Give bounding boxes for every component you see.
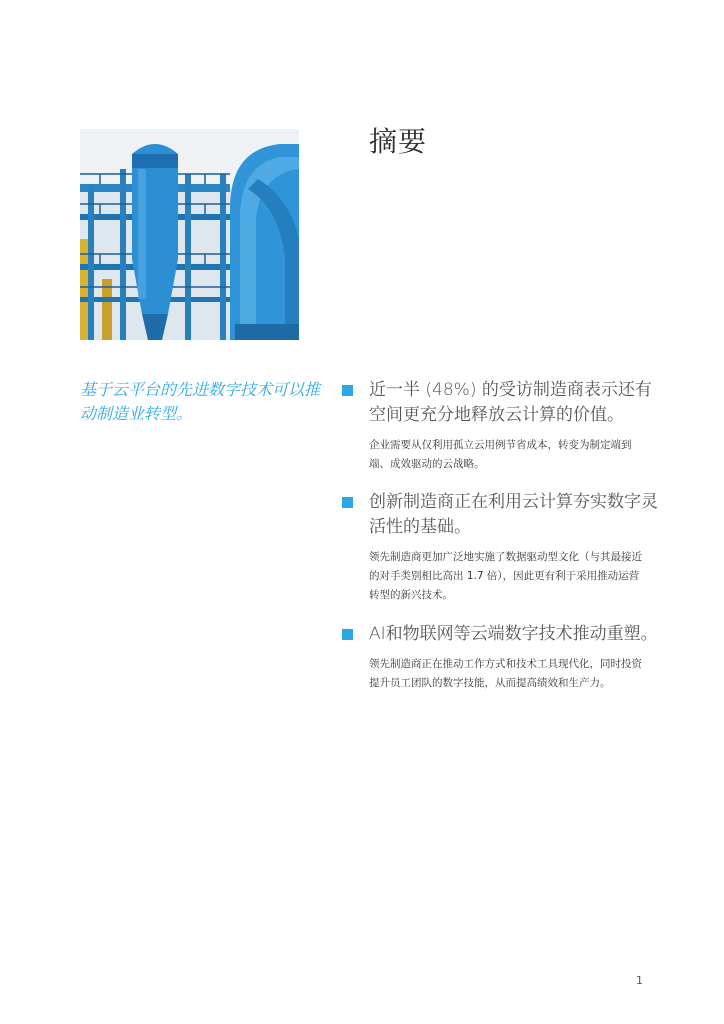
- summary-item-heading: 创新制造商正在利用云计算夯实数字灵活性的基础。: [369, 492, 658, 537]
- square-bullet-icon: [342, 629, 353, 640]
- page-title: 摘要: [369, 125, 428, 158]
- summary-item: [342, 490, 662, 605]
- square-bullet-icon: [342, 497, 353, 508]
- summary-item-heading: 近一半 (48%) 的受访制造商表示还有空间更充分地释放云计算的价值。: [369, 380, 652, 425]
- summary-item-heading: AI和物联网等云端数字技术推动重塑。: [369, 624, 658, 644]
- hero-image-industrial-plant: [80, 129, 299, 340]
- summary-item-body: 企业需要从仅利用孤立云用例节省成本，转变为制定端到端、成效驱动的云战略。: [369, 439, 632, 470]
- page-number: 1: [636, 974, 643, 987]
- square-bullet-icon: [342, 385, 353, 396]
- summary-item-body: 领先制造商更加广泛地实施了数据驱动型文化（与其最接近的对手类别相比高出 1.7 倍），因此更有利于采用推动运营转型的新兴技术。: [369, 551, 642, 601]
- summary-item: [342, 378, 662, 474]
- summary-item-body: 领先制造商正在推动工作方式和技术工具现代化，同时投资提升员工团队的数字技能，从而提高绩效和生产力。: [369, 658, 642, 689]
- summary-item: [342, 622, 662, 693]
- pull-quote: 基于云平台的先进数字技术可以推动制造业转型。: [80, 380, 321, 423]
